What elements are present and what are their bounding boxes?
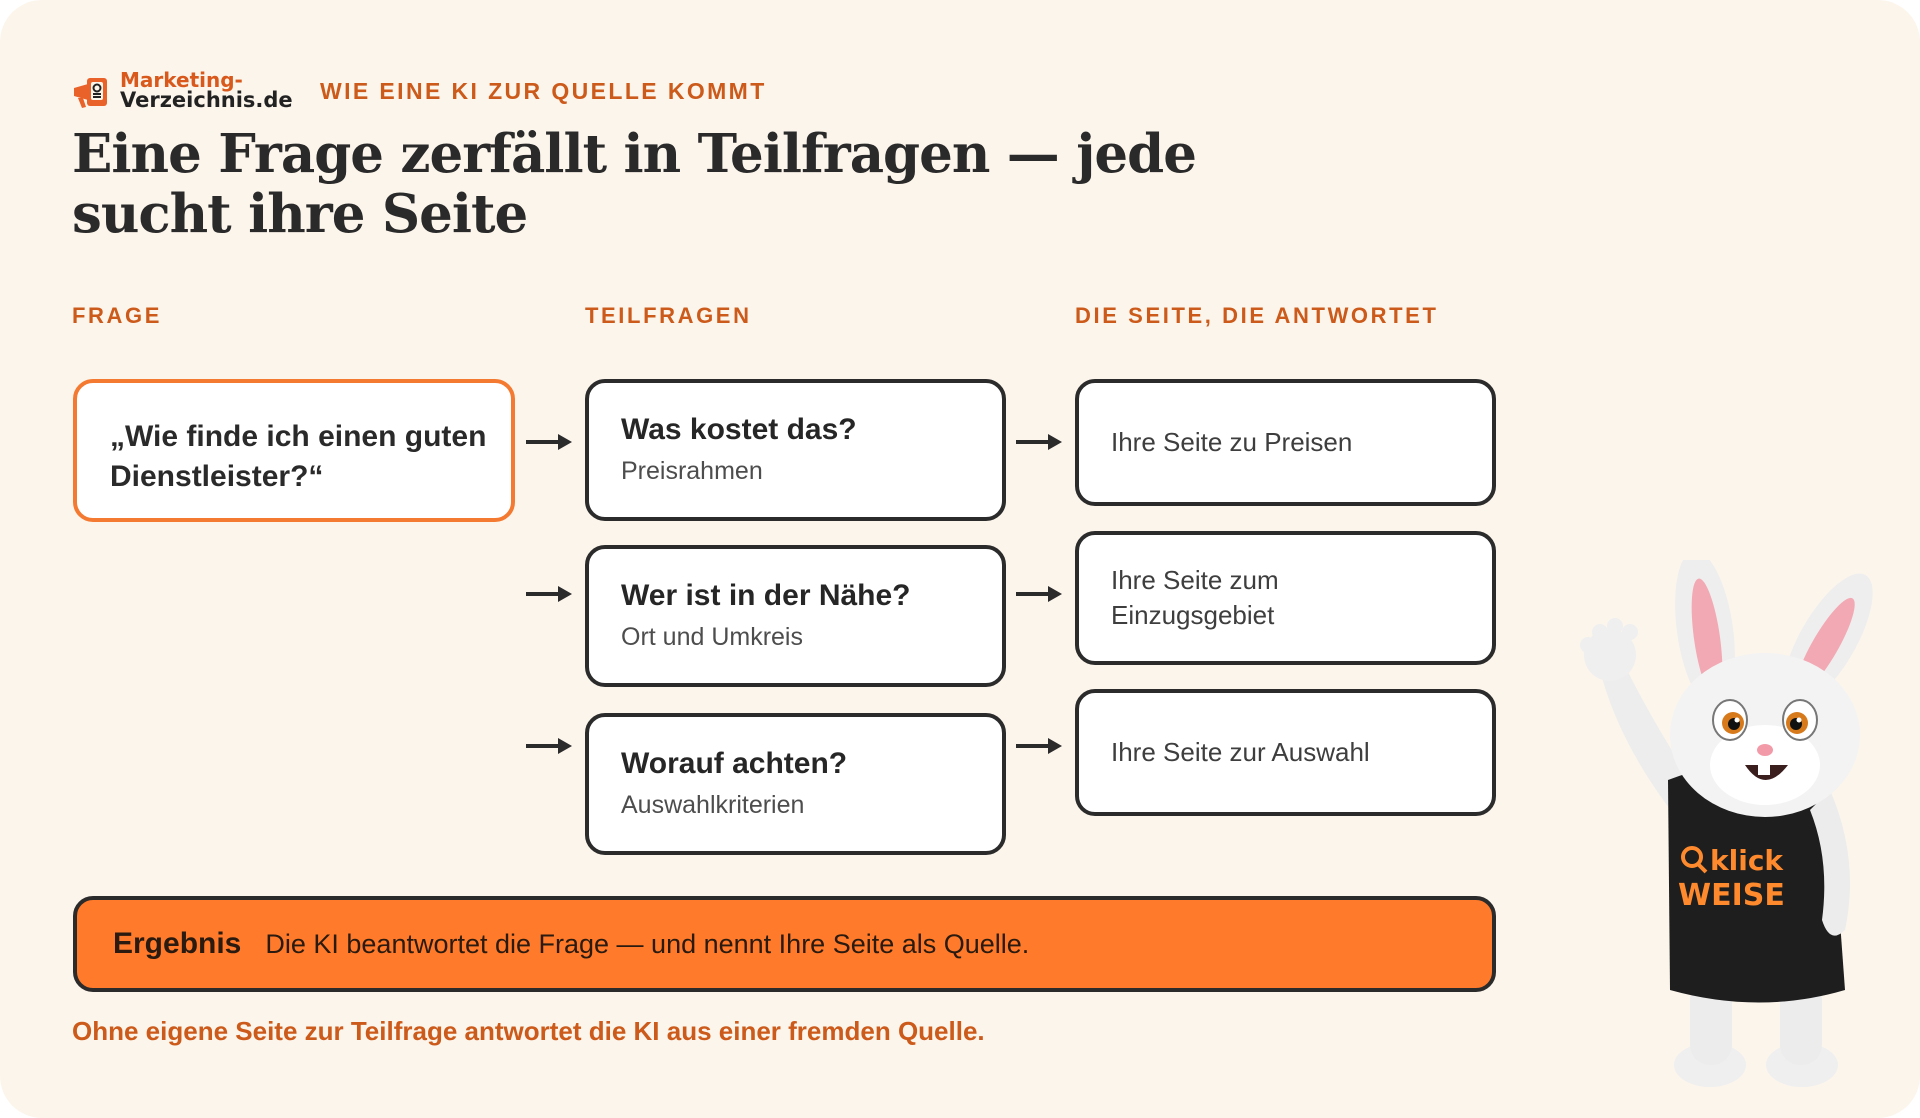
subquestion-title: Wer ist in der Nähe? — [621, 579, 911, 612]
shirt-print-line1: klick — [1710, 844, 1784, 877]
arrow-right-icon — [1016, 432, 1064, 452]
arrow-right-icon — [1016, 584, 1064, 604]
answer-text: Ihre Seite zur Auswahl — [1111, 737, 1370, 767]
answer-box — [1075, 531, 1496, 665]
bunny-mascot-illustration — [1560, 560, 1880, 1100]
question-box — [73, 379, 515, 522]
question-text: „Wie finde ich einen guten Dienstleister?“ — [110, 420, 487, 493]
subquestion-box — [585, 545, 1006, 687]
kicker: WIE EINE KI ZUR QUELLE KOMMT — [320, 78, 767, 104]
result-bar — [73, 896, 1496, 992]
arrow-right-icon — [526, 584, 574, 604]
subquestion-title: Was kostet das? — [621, 413, 857, 446]
brand-logo — [72, 68, 292, 118]
footnote: Ohne eigene Seite zur Teilfrage antwortet die KI aus einer fremden Quelle. — [72, 1016, 985, 1046]
result-label: Ergebnis — [113, 927, 242, 960]
subquestion-desc: Preisrahmen — [621, 457, 763, 485]
shirt-print-line2: WEISE — [1678, 878, 1785, 913]
arrow-right-icon — [526, 736, 574, 756]
page-title: Eine Frage zerfällt in Teilfragen — jede sucht ihre Seite — [72, 123, 1196, 245]
answer-text: Ihre Seite zum Einzugsgebiet — [1111, 565, 1279, 630]
subquestion-title: Worauf achten? — [621, 747, 848, 780]
result-text: Die KI beantwortet die Frage — und nennt Ihre Seite als Quelle. — [265, 928, 1030, 959]
answer-box — [1075, 689, 1496, 816]
arrow-right-icon — [526, 432, 574, 452]
arrow-right-icon — [1016, 736, 1064, 756]
subquestion-box — [585, 713, 1006, 855]
subquestion-desc: Auswahlkriterien — [621, 791, 805, 819]
answer-text: Ihre Seite zu Preisen — [1111, 427, 1353, 457]
logo-line-1: Marketing- — [120, 68, 243, 92]
subquestion-box — [585, 379, 1006, 521]
column-header-seite: DIE SEITE, DIE ANTWORTET — [1075, 303, 1439, 328]
logo-line-2: Verzeichnis.de — [120, 88, 293, 112]
column-header-teilfragen: TEILFRAGEN — [585, 303, 752, 328]
answer-box — [1075, 379, 1496, 506]
subquestion-desc: Ort und Umkreis — [621, 623, 803, 651]
column-header-frage: FRAGE — [72, 303, 162, 328]
megaphone-icon — [72, 72, 116, 112]
